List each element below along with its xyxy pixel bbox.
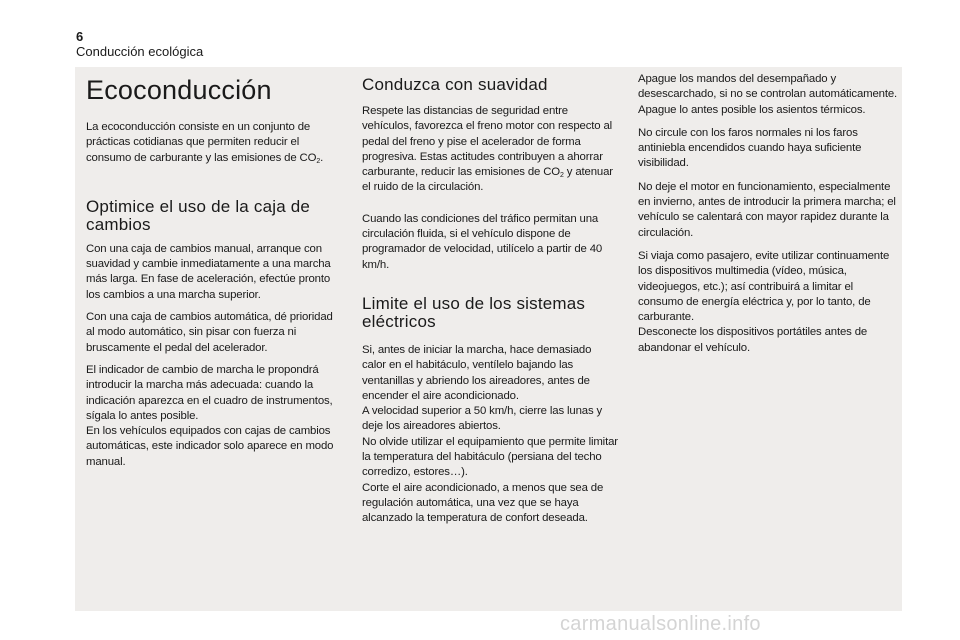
column-2 <box>362 67 618 527</box>
smooth-driving-end: y atenuar el ruido de la circulación. <box>362 166 613 194</box>
watermark: carmanualsonline.info <box>560 613 761 635</box>
co2-subscript: 2 <box>560 172 564 180</box>
content-panel <box>75 67 902 611</box>
intro-text: La ecoconducción consiste en un conjunto de prácticas cotidianas que permiten reducir el consumo de carburante y las emisiones de CO <box>86 121 317 164</box>
gearbox-paragraph-2: Con una caja de cambios automática, dé prioridad al modo automático, sin pisar con fuerza ni bruscamente el pedal del acelerador. <box>86 311 333 354</box>
smooth-driving-paragraph-1 <box>362 104 618 196</box>
column-3 <box>638 67 900 356</box>
page-header <box>76 30 203 60</box>
gearbox-paragraph-1: Con una caja de cambios manual, arranque con suavidad y cambie inmediatamente a una marcha más larga. En fase de aceleración, efectúe pronto los cambios a una marcha superior. <box>86 242 331 301</box>
electric-systems-paragraph-2: A velocidad superior a 50 km/h, cierre las lunas y deje los aireadores abiertos. <box>362 405 603 433</box>
electric-systems-heading: Limite el uso de los sistemas eléctricos <box>362 293 586 331</box>
intro-end: . <box>320 151 324 164</box>
intro-paragraph <box>86 120 338 166</box>
column3-paragraph-4: No deje el motor en funcionamiento, especialmente en invierno, antes de introducir la primera marcha; el vehículo se calentará con mayor rapidez durante la circulación. <box>638 180 896 239</box>
column-1 <box>86 67 338 470</box>
gearbox-paragraph-3: El indicador de cambio de marcha le propondrá introducir la marcha más adecuada: cuando la indicación aparezca en el cuadro de instrumentos, sígala lo antes posible. <box>86 363 333 422</box>
column3-paragraph-6: Desconecte los dispositivos portátiles antes de abandonar el vehículo. <box>638 326 868 354</box>
page-title: Ecoconducción <box>86 75 272 105</box>
smooth-driving-paragraph-2: Cuando las condiciones del tráfico permitan una circulación fluida, si el vehículo dispone de programador de velocidad, utilícelo a partir de 40 km/h. <box>362 212 603 271</box>
column3-paragraph-5: Si viaja como pasajero, evite utilizar continuamente los dispositivos multimedia (vídeo, música, videojuegos, etc.); así contribuirá a limitar el consumo de energía eléctrica y, por lo tanto, de carburante. <box>638 249 890 324</box>
electric-systems-paragraph-4: Corte el aire acondicionado, a menos que sea de regulación automática, una vez que se haya alcanzado la temperatura de confort deseada. <box>362 481 604 525</box>
column3-paragraph-3: No circule con los faros normales ni los faros antiniebla encendidos cuando haya suficiente visibilidad. <box>638 126 862 170</box>
electric-systems-paragraph-1: Si, antes de iniciar la marcha, hace demasiado calor en el habitáculo, ventílelo bajando las ventanillas y abriendo los aireadores, antes de encender el aire acondicionado. <box>362 343 592 402</box>
column3-paragraph-1: Apague los mandos del desempañado y desescarchado, si no se controlan automáticamente. <box>638 73 898 101</box>
gearbox-paragraph-4: En los vehículos equipados con cajas de cambios automáticas, este indicador solo aparece en modo manual. <box>86 425 334 468</box>
smooth-driving-text: Respete las distancias de seguridad entre vehículos, favorezca el freno motor con respecto al pedal del freno y pise el acelerador de forma progresiva. Estas actitudes contribuyen a ahorrar carburante, reducir las emisiones de CO <box>362 105 613 179</box>
co2-subscript: 2 <box>316 157 321 165</box>
smooth-driving-heading: Conduzca con suavidad <box>362 75 548 94</box>
electric-systems-paragraph-3: No olvide utilizar el equipamiento que permite limitar la temperatura del habitáculo (persiana del techo corredizo, estores…). <box>362 435 618 479</box>
gearbox-heading: Optimice el uso de la caja de cambios <box>86 196 311 234</box>
page-number: 6 <box>76 29 84 44</box>
column3-paragraph-2: Apague lo antes posible los asientos térmicos. <box>638 103 866 116</box>
section-title: Conducción ecológica <box>76 44 204 59</box>
